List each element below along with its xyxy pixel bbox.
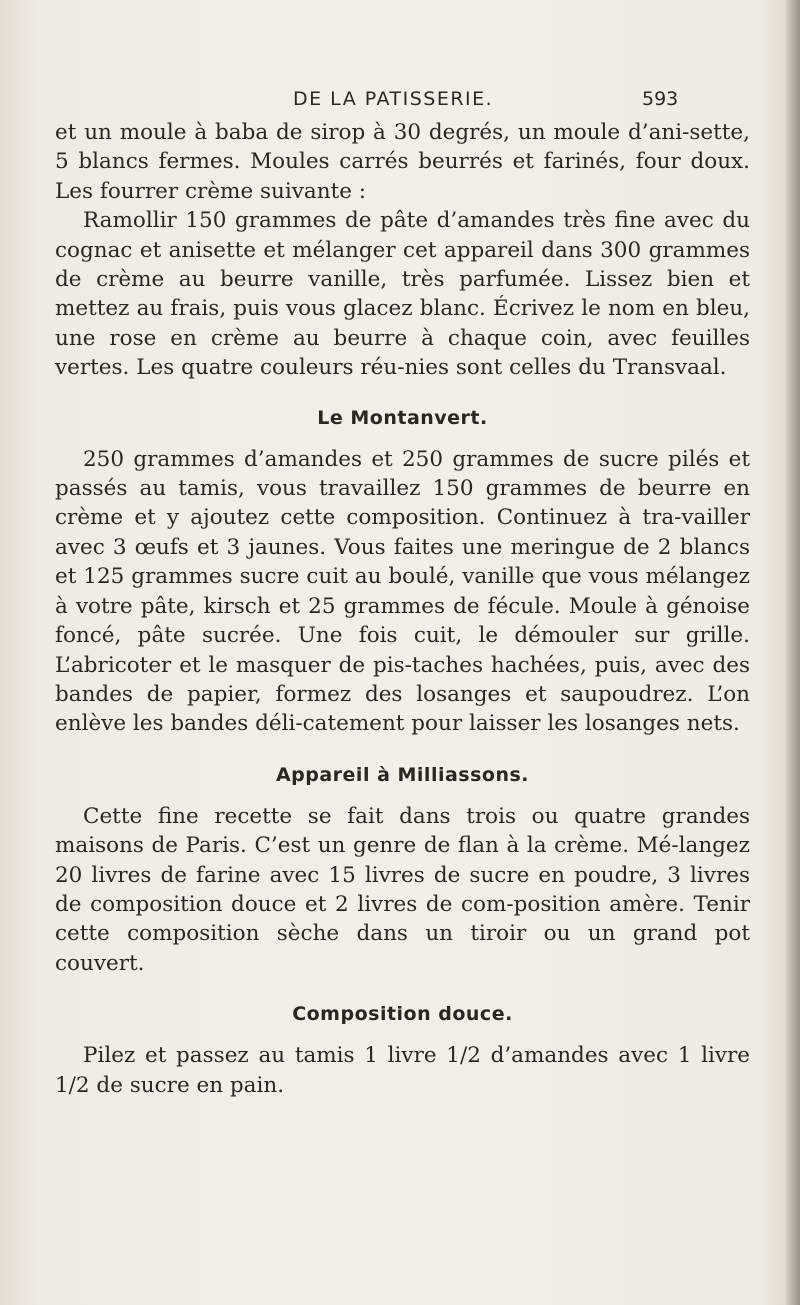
heading-montanvert: Le Montanvert. [317,406,488,429]
page-body [55,118,750,1100]
paragraph-milliassons: Cette fine recette se fait dans trois ou quatre grandes maisons de Paris. C’est un genre de flan à la crème. Mé-langez 20 livres de farine avec 15 livres de sucre en poudre, 3 livres de composition douce et 2 livres de com-position amère. Tenir cette composition sèche dans un tiroir ou un grand pot couvert. [55,803,750,976]
running-title: DE LA PATISSERIE. [293,88,494,110]
page-number: 593 [642,88,679,110]
paragraph-montanvert: 250 grammes d’amandes et 250 grammes de sucre pilés et passés au tamis, vous travaillez 150 grammes de beurre en crème et y ajoutez cette composition. Continuez à tra-vailler avec 3 œufs et 3 jaunes. Vous faites une meringue de 2 blancs et 125 grammes sucre cuit au boulé, vanille que vous mélangez à votre pâte, kirsch et 25 grammes de fécule. Moule à génoise foncé, pâte sucrée. Une fois cuit, le démouler sur grille. L’abricoter et le masquer de pis-taches hachées, puis, avec des bandes de papier, formez des losanges et saupoudrez. L’on enlève les bandes déli-catement pour laisser les losanges nets. [55,446,750,737]
heading-composition-douce: Composition douce. [292,1003,513,1026]
paragraph-continuation: et un moule à baba de sirop à 30 degrés, un moule d’ani-sette, 5 blancs fermes. Moules carrés beurrés et farinés, four doux. Les fourrer crème suivante : [55,120,750,204]
page-header [0,88,800,116]
paragraph-filling-recipe: Ramollir 150 grammes de pâte d’amandes très fine avec du cognac et anisette et mélanger cet appareil dans 300 grammes de crème au beurre vanille, très parfumée. Lissez bien et mettez au frais, puis vous glacez blanc. Écrivez le nom en bleu, une rose en crème au beurre à chaque coin, avec feuilles vertes. Les quatre couleurs réu-nies sont celles du Transvaal. [55,208,750,381]
page-binding-shadow [786,0,800,1305]
heading-appareil-milliassons: Appareil à Milliassons. [275,763,530,786]
paragraph-composition-douce: Pilez et passez au tamis 1 livre 1/2 d’amandes avec 1 livre 1/2 de sucre en pain. [55,1043,750,1098]
